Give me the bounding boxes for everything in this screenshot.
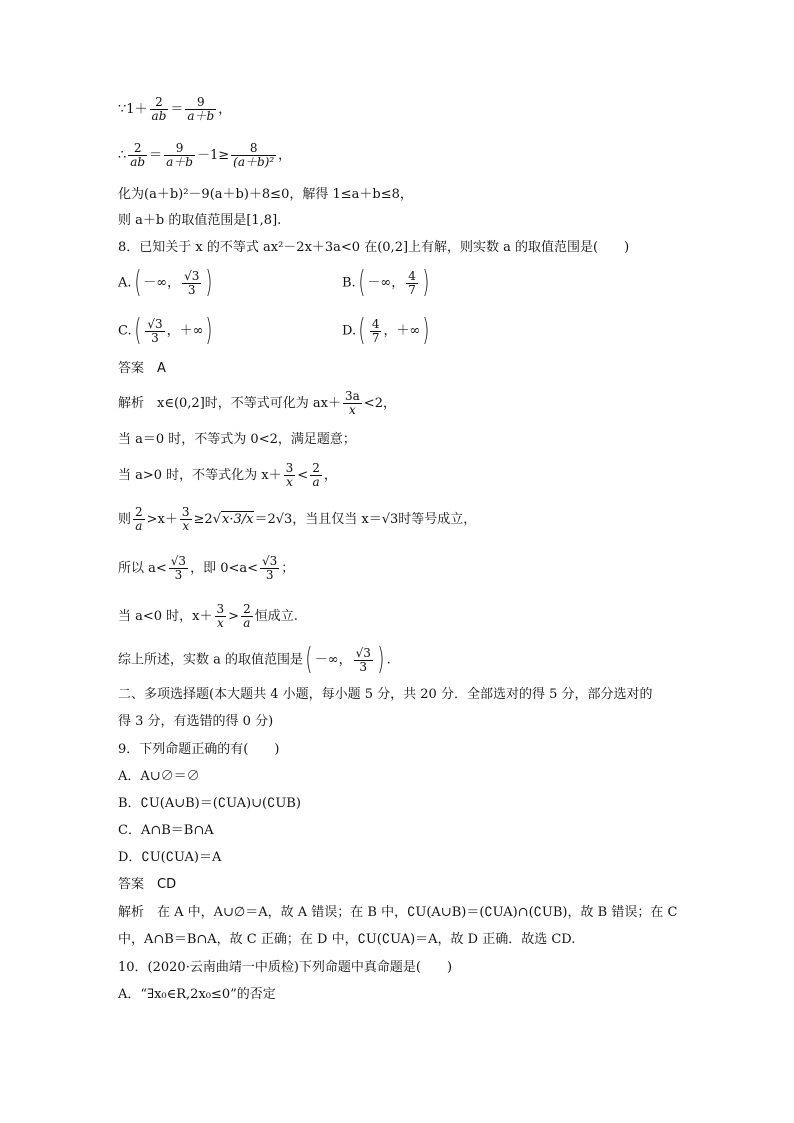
fraction	[164, 142, 195, 169]
numerator: 9	[164, 142, 195, 156]
text: ∴	[118, 148, 127, 163]
numerator: √3	[262, 554, 278, 568]
denominator: 3	[174, 568, 183, 582]
numerator: √3	[355, 645, 371, 660]
section-2-heading-line-2: 得 3 分，有选错的得 0 分)	[118, 714, 274, 729]
denominator: x	[216, 616, 224, 630]
fraction	[128, 142, 147, 169]
solution-8-line-6	[118, 603, 298, 630]
numerator: 2	[312, 461, 320, 475]
text: >x＋	[146, 512, 178, 527]
solution-8-line-5	[118, 555, 294, 582]
paren-left: (	[358, 313, 366, 348]
solution-8-line-1	[118, 390, 396, 417]
fraction	[343, 390, 362, 417]
option-label: D.	[342, 323, 357, 339]
fraction	[406, 270, 418, 297]
denominator: a	[312, 475, 320, 489]
text: ，＋∞	[383, 323, 421, 339]
numerator: 3	[181, 505, 190, 519]
text: >	[228, 609, 240, 624]
denominator: a＋b	[187, 109, 215, 123]
denominator: 7	[371, 330, 380, 345]
denominator: a	[243, 616, 251, 630]
q9-option-c: C．A∩B＝B∩A	[118, 823, 214, 838]
paren-right: )	[422, 265, 430, 300]
paren-right: )	[377, 642, 385, 677]
denominator: 3	[151, 330, 159, 345]
fraction	[260, 555, 279, 582]
text: ，	[278, 148, 292, 163]
text: ∵1＋	[118, 102, 148, 117]
fraction	[182, 270, 201, 297]
question-10: 10．(2020·云南曲靖一中质检)下列命题中真命题是( )	[118, 960, 453, 975]
numerator: 3	[216, 602, 225, 616]
numerator: √3	[147, 316, 163, 331]
denominator: a	[135, 519, 143, 533]
option-label: C.	[118, 323, 132, 339]
question-9: 9．下列命题正确的有( )	[118, 742, 280, 757]
text: 所以 a<	[118, 561, 167, 576]
numerator: 2	[150, 96, 169, 110]
numerator: 3	[285, 461, 294, 475]
solution-8-line-2: 当 a＝0 时，不等式为 0<2，满足题意；	[118, 432, 356, 447]
paren-right: )	[205, 313, 213, 348]
fraction	[133, 506, 145, 533]
text: －1≥	[196, 148, 230, 163]
text: <2，	[363, 396, 396, 411]
fraction	[370, 318, 382, 345]
answer-8: 答案 A	[118, 361, 166, 376]
denominator: ab	[151, 109, 167, 123]
paren-right: )	[422, 313, 430, 348]
text: －∞，	[367, 275, 405, 291]
numerator: 2	[135, 505, 143, 519]
paren-left: (	[305, 642, 313, 677]
text: －∞，	[314, 652, 352, 668]
solution-line-3: 化为(a＋b)²－9(a＋b)＋8≤0，解得 1≤a＋b≤8，	[118, 187, 413, 202]
text: 综上所述，实数 a 的取值范围是	[118, 652, 304, 668]
answer-9: 答案 CD	[118, 877, 177, 892]
q8-option-b	[342, 265, 432, 300]
q9-option-d: D．∁U(∁UA)＝A	[118, 850, 222, 865]
text: ，＋∞	[166, 323, 204, 339]
denominator: 7	[408, 282, 416, 297]
numerator: 2	[128, 142, 147, 156]
text: ＝	[170, 102, 184, 117]
fraction	[354, 647, 373, 674]
q8-option-c	[118, 313, 215, 348]
fraction	[145, 318, 164, 345]
paren-left: (	[133, 265, 141, 300]
text: ＝	[149, 148, 163, 163]
numerator: 9	[185, 96, 216, 110]
solution-8-line-4	[118, 506, 476, 533]
denominator: x	[286, 475, 293, 489]
paren-left: (	[358, 265, 366, 300]
fraction	[241, 603, 253, 630]
fraction	[169, 555, 188, 582]
radical-sign: √	[212, 512, 221, 527]
text: 解析 x∈(0,2]时，不等式可化为 ax＋	[118, 396, 341, 411]
fraction	[231, 142, 276, 169]
denominator: (a＋b)²	[233, 155, 275, 169]
q8-option-a	[118, 265, 215, 300]
numerator: √3	[170, 554, 187, 568]
text: 恒成立.	[254, 609, 298, 624]
fraction	[215, 603, 227, 630]
text: 则	[118, 512, 132, 527]
solution-8-line-7	[118, 642, 391, 677]
numerator: √3	[184, 268, 200, 283]
numerator: 8	[231, 142, 276, 156]
fraction	[180, 506, 192, 533]
fraction	[284, 462, 296, 489]
denominator: 3	[359, 659, 368, 674]
denominator: 3	[187, 282, 196, 297]
text: 当 a<0 时，x＋	[118, 609, 213, 624]
text: ；	[281, 561, 295, 576]
numerator: 4	[371, 316, 380, 331]
denominator: x	[182, 519, 190, 533]
q10-option-a: A．“∃x₀∈R,2x₀≤0”的否定	[118, 987, 276, 1002]
text: ≥2	[193, 512, 213, 527]
q9-option-b: B．∁U(A∪B)＝(∁UA)∪(∁UB)	[118, 796, 301, 811]
denominator: a＋b	[166, 155, 193, 169]
solution-line-2	[118, 142, 291, 169]
text: ，	[218, 102, 232, 117]
text: .	[386, 652, 391, 668]
q8-option-d	[342, 313, 432, 348]
solution-8-line-3	[118, 462, 337, 489]
option-label: B.	[342, 275, 356, 291]
text: ＝2√3，当且仅当 x＝√3时等号成立，	[254, 512, 477, 527]
radicand: x·3/x	[222, 512, 254, 527]
section-2-heading-line-1: 二、多项选择题(本大题共 4 小题，每小题 5 分，共 20 分．全部选对的得 5 分，部分选对的	[118, 687, 653, 702]
numerator: 4	[408, 268, 416, 283]
question-8: 8．已知关于 x 的不等式 ax²－2x＋3a<0 在(0,2]上有解，则实数 a 的取值范围是( )	[118, 240, 630, 255]
fraction	[185, 96, 216, 123]
solution-9-line-1: 解析 在 A 中，A∪∅＝A，故 A 错误；在 B 中，∁U(A∪B)＝(∁UA)∩(∁UB)，故 B 错误；在 C	[118, 905, 678, 920]
solution-line-4: 则 a＋b 的取值范围是[1,8].	[118, 213, 282, 228]
numerator: 3a	[345, 389, 360, 403]
denominator: ab	[130, 155, 146, 169]
text: ，即 0<a<	[190, 561, 259, 576]
solution-line-1	[118, 96, 231, 123]
option-label: A.	[118, 275, 132, 291]
q9-option-a: A．A∪∅＝∅	[118, 769, 200, 784]
fraction	[310, 462, 322, 489]
text: 当 a>0 时，不等式化为 x＋	[118, 468, 282, 483]
denominator: 3	[265, 568, 274, 582]
text: －∞，	[143, 275, 181, 291]
numerator: 2	[243, 602, 251, 616]
denominator: x	[349, 403, 356, 417]
text: <	[297, 468, 309, 483]
solution-9-line-2: 中，A∩B＝B∩A，故 C 正确；在 D 中，∁U(∁UA)＝A，故 D 正确．故选 CD.	[118, 932, 576, 947]
fraction	[150, 96, 169, 123]
text: ，	[323, 468, 337, 483]
paren-left: (	[133, 313, 141, 348]
paren-right: )	[205, 265, 213, 300]
